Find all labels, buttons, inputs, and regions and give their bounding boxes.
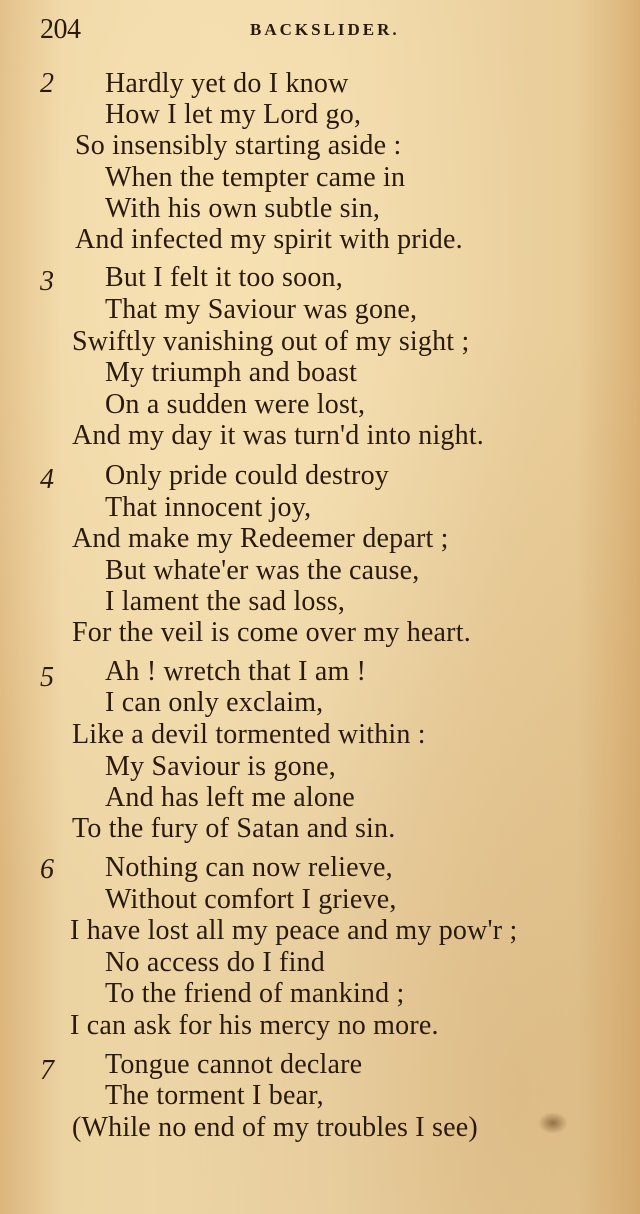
verse-line: I can ask for his mercy no more. — [70, 1010, 439, 1041]
verse-line: Nothing can now relieve, — [105, 852, 393, 883]
verse-line: That my Saviour was gone, — [105, 294, 418, 325]
stanza-number: 2 — [40, 68, 54, 99]
page-number: 204 — [40, 14, 81, 45]
verse-line: Like a devil tormented within : — [72, 719, 426, 750]
verse-line: Hardly yet do I know — [105, 68, 349, 99]
verse-line: With his own subtle sin, — [105, 193, 381, 224]
verse-line: I have lost all my peace and my pow'r ; — [70, 915, 518, 946]
verse-line: To the friend of mankind ; — [105, 978, 405, 1009]
verse-line: Only pride could destroy — [105, 460, 389, 491]
stanza-number: 6 — [40, 854, 54, 885]
verse-line: And infected my spirit with pride. — [75, 224, 463, 255]
verse-line: Ah ! wretch that I am ! — [105, 656, 367, 687]
verse-line: Tongue cannot declare — [105, 1049, 363, 1080]
verse-line: And make my Redeemer depart ; — [72, 523, 449, 554]
verse-line: But whate'er was the cause, — [105, 555, 420, 586]
verse-line: Swiftly vanishing out of my sight ; — [72, 326, 470, 357]
ink-smudge — [538, 1112, 568, 1134]
stanza-number: 5 — [40, 662, 54, 693]
verse-line: To the fury of Satan and sin. — [72, 813, 396, 844]
verse-line: So insensibly starting aside : — [75, 130, 402, 161]
verse-line: I lament the sad loss, — [105, 586, 346, 617]
verse-line: That innocent joy, — [105, 492, 312, 523]
verse-line: Without comfort I grieve, — [105, 884, 397, 915]
verse-line: And has left me alone — [105, 782, 355, 813]
verse-line: No access do I find — [105, 947, 325, 978]
verse-line: My triumph and boast — [105, 357, 358, 388]
page-header — [0, 14, 640, 50]
verse-line: My Saviour is gone, — [105, 751, 336, 782]
stanza-number: 3 — [40, 266, 54, 297]
stanza-number: 7 — [40, 1055, 54, 1086]
verse-line: When the tempter came in — [105, 162, 406, 193]
verse-line: And my day it was turn'd into night. — [72, 420, 484, 451]
verse-line: (While no end of my troubles I see) — [72, 1112, 478, 1143]
verse-line: On a sudden were lost, — [105, 389, 366, 420]
running-head: BACKSLIDER. — [250, 20, 400, 39]
stanza-number: 4 — [40, 464, 54, 495]
verse-line: For the veil is come over my heart. — [72, 617, 471, 648]
verse-line: The torment I bear, — [105, 1080, 324, 1111]
verse-line: I can only exclaim, — [105, 687, 324, 718]
verse-line: But I felt it too soon, — [105, 262, 343, 293]
verse-line: How I let my Lord go, — [105, 99, 362, 130]
